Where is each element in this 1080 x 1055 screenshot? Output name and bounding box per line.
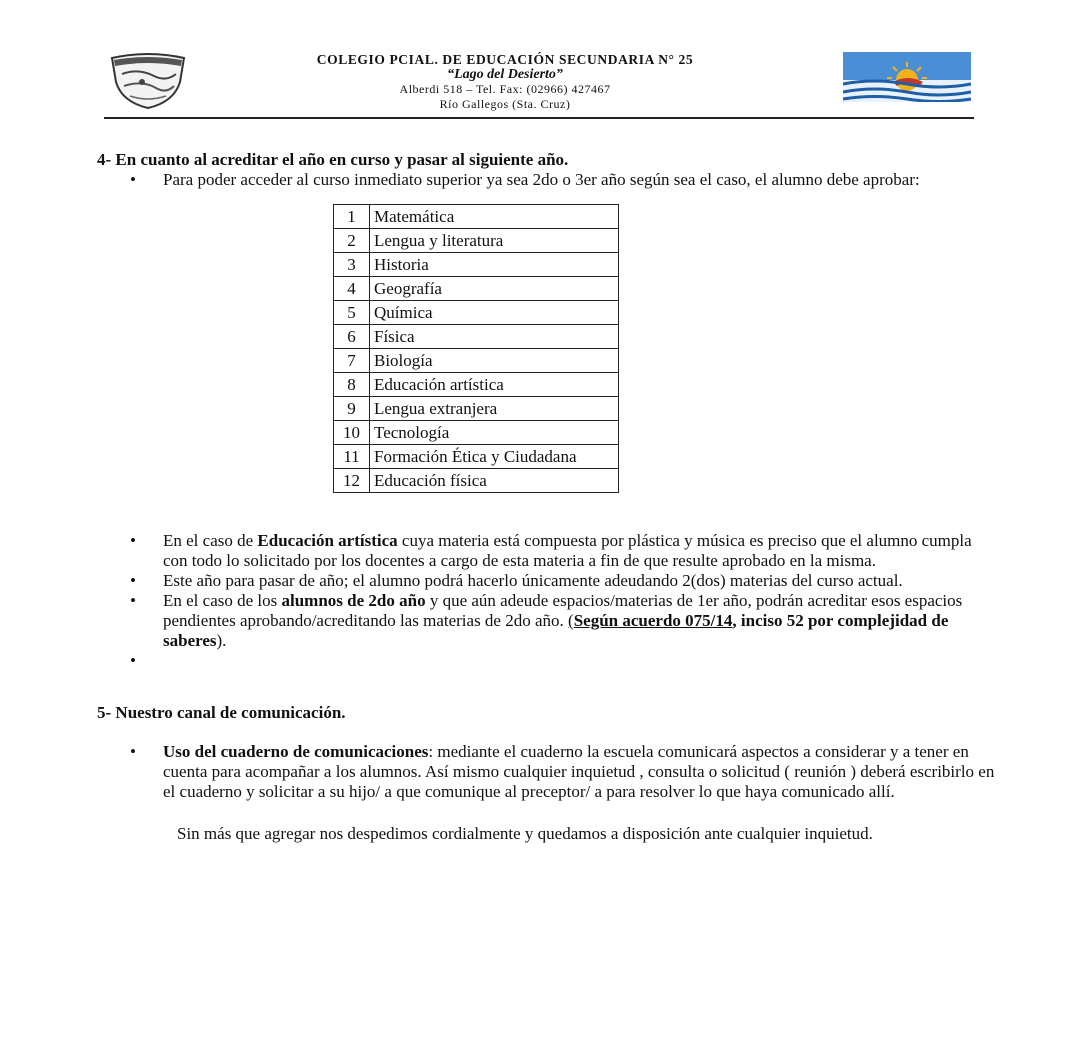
agreement-reference: Según acuerdo 075/14 — [573, 611, 733, 630]
section-5-title: 5- Nuestro canal de comunicación. — [97, 703, 346, 722]
bullet-icon: • — [130, 531, 136, 550]
table-row — [334, 349, 619, 373]
bullet-icon: • — [130, 651, 136, 670]
section-4-intro: Para poder acceder al curso inmediato superior ya sea 2do o 3er año según sea el caso, el alumno debe aprobar: — [163, 170, 920, 189]
subject-number: 9 — [334, 397, 370, 421]
school-crest-icon — [108, 52, 188, 110]
subject-name: Matemática — [370, 205, 619, 229]
subject-name: Lengua extranjera — [370, 397, 619, 421]
bullet-icon: • — [130, 591, 136, 610]
subject-name: Formación Ética y Ciudadana — [370, 445, 619, 469]
closing-paragraph: Sin más que agregar nos despedimos cordialmente y quedamos a disposición ante cualquier inquietud. — [177, 824, 873, 843]
subject-number: 11 — [334, 445, 370, 469]
list-item: • Uso del cuaderno de comunicaciones: mediante el cuaderno la escuela comunicará aspectos a considerar y a tener en cuenta para acompañar a los alumnos. Así mismo cualquier inquietud , consulta o solicitud ( reunión ) deberá escribirlo en el cuaderno y solicitar a su hijo/ a que comunique al preceptor/ a para resolver lo que haya comunicado allí. — [130, 742, 995, 801]
list-item — [97, 651, 997, 671]
subject-number: 8 — [334, 373, 370, 397]
subject-number: 2 — [334, 229, 370, 253]
table-row — [334, 373, 619, 397]
subject-name: Física — [370, 325, 619, 349]
list-item: • Este año para pasar de año; el alumno podrá hacerlo únicamente adeudando 2(dos) materias del curso actual. — [130, 571, 903, 590]
subject-name: Historia — [370, 253, 619, 277]
subject-number: 7 — [334, 349, 370, 373]
letterhead — [0, 0, 1080, 125]
bullet-icon: • — [130, 571, 136, 590]
table-row — [334, 421, 619, 445]
section-5-list — [97, 742, 997, 802]
subject-name: Geografía — [370, 277, 619, 301]
subject-name: Lengua y literatura — [370, 229, 619, 253]
table-row — [334, 469, 619, 493]
school-city: Río Gallegos (Sta. Cruz) — [439, 97, 571, 111]
bullet-icon: • — [130, 170, 136, 189]
subject-name: Tecnología — [370, 421, 619, 445]
subject-number: 6 — [334, 325, 370, 349]
table-row — [334, 445, 619, 469]
document-body — [97, 150, 997, 844]
list-item: • En el caso de los alumnos de 2do año y que aún adeude espacios/materias de 1er año, podrán acreditar esos espacios pendientes aprobando/acreditando las materias de 2do año. (Según acuerdo 075/14, inciso 52 por complejidad de saberes). — [130, 591, 963, 650]
table-row — [334, 229, 619, 253]
subject-number: 1 — [334, 205, 370, 229]
subject-number: 10 — [334, 421, 370, 445]
table-row — [334, 301, 619, 325]
subject-name: Educación física — [370, 469, 619, 493]
table-row — [334, 325, 619, 349]
province-flag-icon — [843, 52, 971, 102]
school-name: COLEGIO PCIAL. DE EDUCACIÓN SECUNDARIA N° 25 — [316, 52, 694, 67]
table-row — [334, 397, 619, 421]
header-divider — [104, 117, 974, 119]
school-motto: “Lago del Desierto” — [447, 67, 563, 82]
table-row — [334, 205, 619, 229]
subject-number: 3 — [334, 253, 370, 277]
subject-number: 4 — [334, 277, 370, 301]
list-item — [97, 170, 997, 190]
subject-name: Biología — [370, 349, 619, 373]
table-row — [334, 277, 619, 301]
bullet-icon: • — [130, 742, 136, 761]
subject-number: 5 — [334, 301, 370, 325]
school-address: Alberdi 518 – Tel. Fax: (02966) 427467 — [399, 82, 611, 96]
subject-number: 12 — [334, 469, 370, 493]
table-row — [334, 253, 619, 277]
subjects-table — [333, 204, 619, 493]
section-4-title: 4- En cuanto al acreditar el año en curso y pasar al siguiente año. — [97, 150, 569, 169]
section-4-intro-list — [97, 170, 997, 190]
list-item: • En el caso de Educación artística cuya materia está compuesta por plástica y música es preciso que el alumno cumpla con todo lo solicitado por los docentes a cargo de esta materia a fin de que resulte aprobado en la misma. — [130, 531, 972, 570]
subject-name: Química — [370, 301, 619, 325]
subject-name: Educación artística — [370, 373, 619, 397]
section-4-rules-list — [97, 531, 997, 671]
